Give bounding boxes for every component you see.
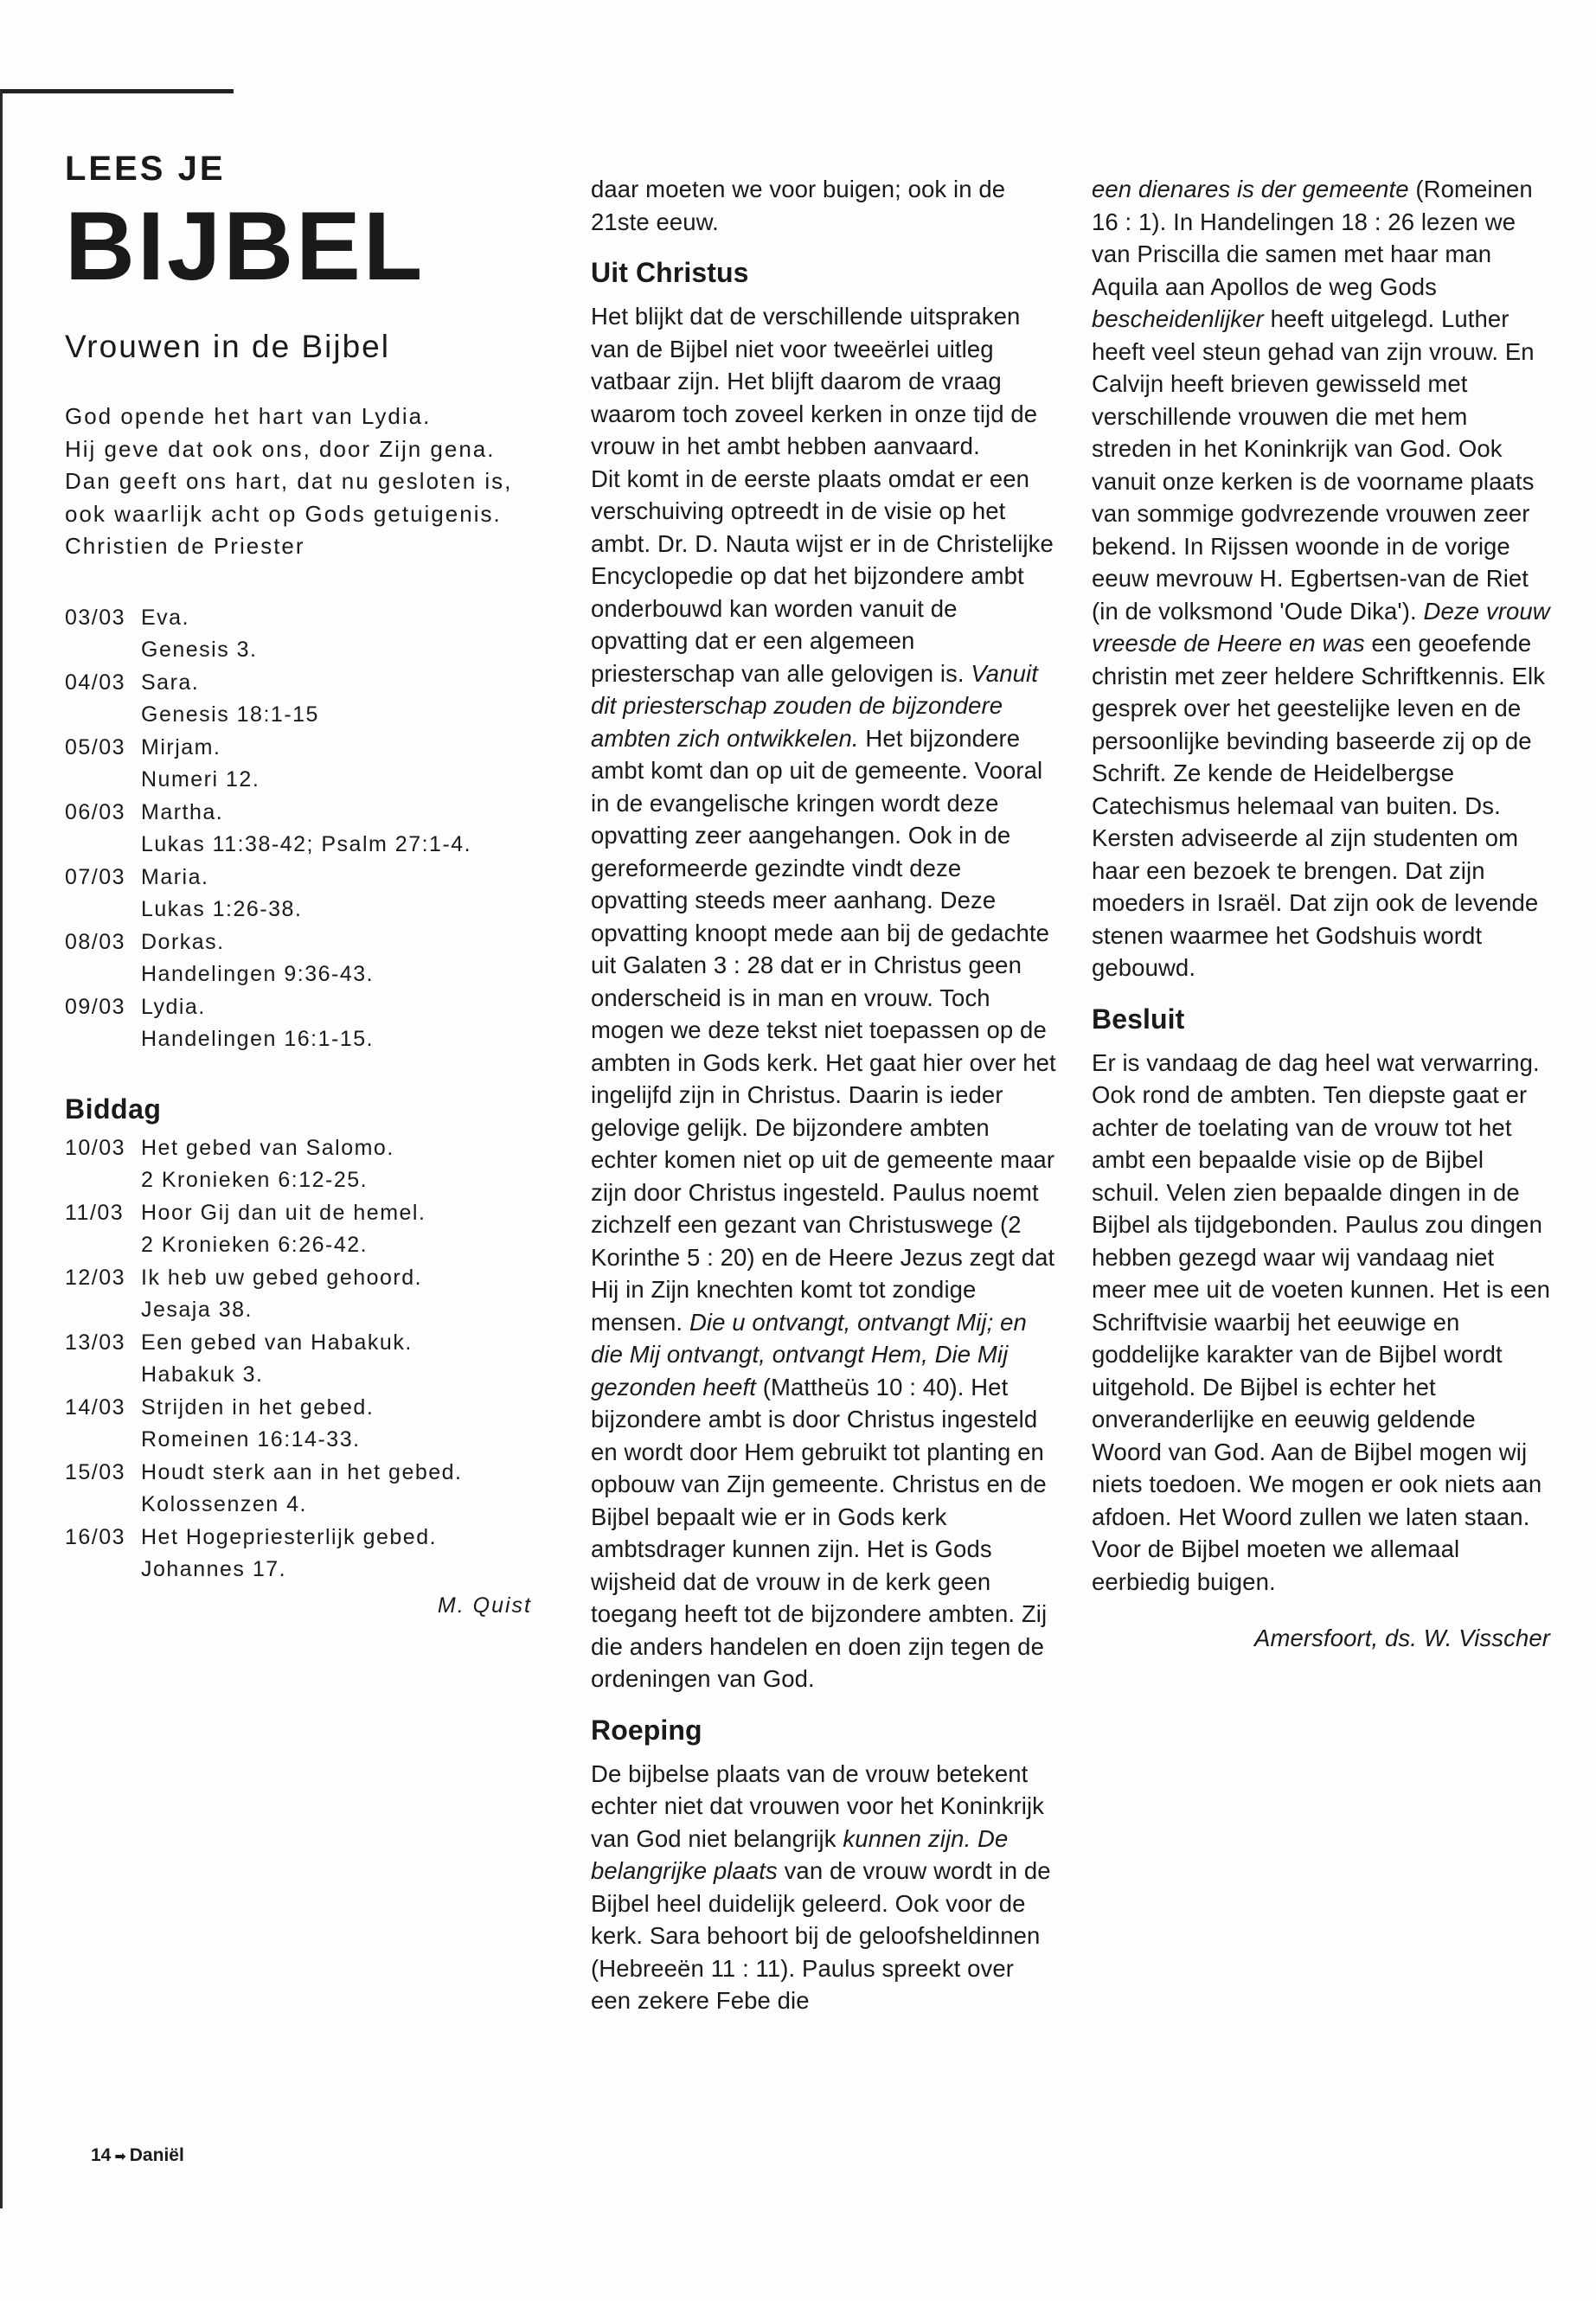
reading-name: Een gebed van Habakuk. (141, 1330, 413, 1355)
reading-ref: Lukas 11:38-42; Psalm 27:1-4. (141, 832, 472, 856)
reading-ref: Romeinen 16:14-33. (141, 1427, 361, 1452)
reading-ref: Lukas 1:26-38. (141, 897, 303, 921)
section-title: BIJBEL (65, 192, 426, 300)
reading-ref: Habakuk 3. (141, 1362, 264, 1387)
section-heading-uit-christus: Uit Christus (591, 257, 749, 288)
reading-entry (65, 862, 532, 926)
reading-name: Martha. (141, 799, 224, 824)
poem-line: God opende het hart van Lydia. (65, 403, 432, 429)
text-run: heeft uitgelegd. Luther heeft veel steun gehad van zijn vrouw. En Calvijn heeft brieven gewisseld met verschillende vrouwen die met hem streden in het Koninkrijk van God. Ook vanuit onze kerken is de voorname plaats van sommige godvrezende vrouwen zeer bekend. In Rijssen woonde in de vorige eeuw mevrouw H. Egbertsen-van de Riet (in de volksmond 'Oude Dika'). (1092, 305, 1535, 625)
top-rule (0, 89, 234, 93)
reading-ref: Genesis 18:1-15 (141, 702, 319, 727)
text-run: (Mattheüs 10 : 40). Het bijzondere ambt is door Christus ingesteld en wordt door Hem gebruikt tot planting en opbouw van Zijn gemeente. Christus en de Bijbel bepaalt wie er in Gods kerk ambtsdrager kunnen zijn. Het is Gods wijsheid dat de vrouw in de kerk geen toegang heeft tot de bijzondere ambten. Zij die anders handelen en doen zijn tegen de ordeningen van God. (591, 1373, 1048, 1692)
article-author: Amersfoort, ds. W. Visscher (1254, 1625, 1550, 1651)
reading-date: 07/03 (65, 864, 126, 889)
reading-name: Ik heb uw gebed gehoord. (141, 1265, 423, 1290)
reading-name: Eva. (141, 605, 190, 630)
reading-date: 13/03 (65, 1330, 126, 1355)
reading-list (65, 602, 532, 1621)
italic-text: kunnen zijn. De belangrijke plaats (591, 1824, 1009, 1884)
reading-date: 05/03 (65, 734, 126, 760)
reading-entry (65, 1392, 532, 1457)
reading-entry (65, 1522, 532, 1586)
page-number: 14 (91, 2145, 112, 2165)
reading-entry (65, 667, 532, 732)
section-heading-roeping: Roeping (591, 1714, 702, 1746)
magazine-name: Daniël (129, 2145, 184, 2165)
page-edge (0, 89, 3, 2208)
reading-name: Lydia. (141, 994, 206, 1019)
reading-ref: Jesaja 38. (141, 1298, 253, 1322)
reading-date: 14/03 (65, 1394, 126, 1420)
reading-ref: Kolossenzen 4. (141, 1492, 307, 1516)
reading-date: 04/03 (65, 670, 126, 695)
reading-entry (65, 1262, 532, 1327)
reading-name: Sara. (141, 670, 200, 695)
reading-list-author: M. Quist (437, 1593, 532, 1618)
reading-ref: Numeri 12. (141, 767, 260, 792)
text-run: Het bijzondere ambt komt dan op uit de gemeente. Vooral in de evangelische kringen wordt deze opvatting zeer aangehangen. Ook in de gereformeerde gezindte vindt deze opvatting steeds meer aanhang. Deze opvatting knoopt mede aan bij de gedachte uit Galaten 3 : 28 dat er in Christus geen onderscheid is in man en vrouw. Toch mogen we deze tekst niet toepassen op de ambten in Gods kerk. Het gaat hier over het ingelijfd zijn in Christus. Daarin is ieder gelovige gelijk. De bijzondere ambten echter komen niet op uit de gemeente maar zijn door Christus ingesteld. Paulus noemt zichzelf een gezant van Christuswege (2 Korinthe 5 : 20) en de Heere Jezus zegt dat Hij in Zijn knechten komt tot zondige mensen. (591, 724, 1056, 1336)
reading-entry (65, 602, 532, 667)
biddag-heading: Biddag (65, 1093, 162, 1125)
text-run: van de vrouw wordt in de Bijbel heel duidelijk geleerd. Ook voor de kerk. Sara behoort bij de geloofsheldinnen (Hebreeën 11 : 11). Paulus spreekt over een zekere Febe die (591, 1857, 1051, 2014)
reading-date: 10/03 (65, 1135, 126, 1160)
reading-entry (65, 1132, 532, 1197)
reading-entry (65, 1327, 532, 1392)
reading-ref: Genesis 3. (141, 638, 258, 662)
reading-date: 16/03 (65, 1524, 126, 1549)
reading-date: 15/03 (65, 1459, 126, 1484)
bible-quote: bescheidenlijker (1092, 305, 1264, 332)
article-paragraph (1092, 173, 1550, 984)
arrow-icon: ➡ (114, 2150, 126, 2164)
reading-ref: Handelingen 9:36-43. (141, 962, 375, 986)
text-run: Dit komt in de eerste plaats omdat er een verschuiving optreedt in de visie op het ambt. Dr. D. Nauta wijst er in de Christelijke Encyclopedie op dat het bijzondere ambt onderbouwd kan worden vanuit de opvatting dat er een algemeen priesterschap van alle gelovigen is. (591, 465, 1054, 687)
poem-line: Dan geeft ons hart, dat nu gesloten is, (65, 468, 513, 494)
reading-name: Het Hogepriesterlijk gebed. (141, 1524, 438, 1549)
section-subtitle: Vrouwen in de Bijbel (65, 329, 390, 364)
reading-name: Hoor Gij dan uit de hemel. (141, 1200, 426, 1225)
reading-entry (65, 732, 532, 797)
reading-entry (65, 797, 532, 862)
reading-ref: 2 Kronieken 6:12-25. (141, 1168, 369, 1192)
article-paragraph (591, 1758, 1058, 2017)
bible-quote: een dienares is der gemeente (1092, 176, 1409, 202)
article-column-1 (591, 173, 1058, 2017)
section-heading-besluit: Besluit (1092, 1003, 1185, 1035)
section-kicker: LEES JE (65, 150, 226, 188)
article-intro: daar moeten we voor buigen; ook in de 21ste eeuw. (591, 176, 1006, 235)
page-footer (91, 2145, 184, 2166)
text-run: De bijbelse plaats van de vrouw betekent echter niet dat vrouwen voor het Koninkrijk van God niet belangrijk (591, 1759, 1045, 1852)
reading-date: 12/03 (65, 1265, 126, 1290)
reading-entry (65, 1457, 532, 1522)
reading-date: 09/03 (65, 994, 126, 1019)
text-run: een geoefende christin met zeer heldere Schriftkennis. Elk gesprek over het geestelijke leven en de persoonlijke bevinding baseerde zij op de Schrift. Ze kende de Heidelbergse Catechismus helemaal van buiten. Ds. Kersten adviseerde al zijn studenten om haar een bezoek te brengen. Dat zijn moeders in Israël. Dat zijn ook de levende stenen waarmee het Godshuis wordt gebouwd. (1092, 630, 1546, 981)
text-run: (Romeinen 16 : 1). In Handelingen 18 : 26 lezen we van Priscilla die samen met haar man Aquila aan Apollos de weg Gods (1092, 176, 1533, 300)
reading-name: Dorkas. (141, 929, 225, 954)
italic-text: Vanuit dit priesterschap zouden de bijzondere ambten zich ontwikkelen. (591, 659, 1038, 752)
poem-author: Christien de Priester (65, 533, 305, 559)
reading-ref: Handelingen 16:1-15. (141, 1027, 375, 1051)
article-paragraph: Het blijkt dat de verschillende uitspraken van de Bijbel niet voor tweeërlei uitleg vatbaar zijn. Het blijft daarom de vraag waarom toch zoveel kerken in onze tijd de vrouw in het ambt hebben aanvaard. (591, 303, 1038, 459)
reading-date: 03/03 (65, 605, 126, 630)
poem-line: ook waarlijk acht op Gods getuigenis. (65, 500, 502, 527)
sidebar-column (65, 151, 532, 1621)
article-paragraph (591, 463, 1058, 1695)
reading-entry (65, 926, 532, 991)
reading-name: Mirjam. (141, 734, 221, 760)
italic-text: Deze vrouw vreesde de Heere en was (1092, 597, 1550, 657)
article-column-2 (1092, 173, 1550, 1655)
reading-name: Het gebed van Salomo. (141, 1135, 394, 1160)
article-paragraph: Er is vandaag de dag heel wat verwarring. Ook rond de ambten. Ten diepste gaat er achter de toelating van de vrouw tot het ambt een bepaalde visie op de Bijbel schuil. Velen zien bepaalde dingen in de Bijbel als tijdgebonden. Paulus zou dingen hebben gezegd waar wij vandaag niet meer mee uit de voeten kunnen. Het is een Schriftvisie waarbij het eeuwige en goddelijke karakter van de Bijbel wordt uitgehold. De Bijbel is echter het onveranderlijke en eeuwig geldende Woord van God. Aan de Bijbel mogen wij niets toedoen. We mogen er ook niets aan afdoen. Het Woord zullen we laten staan. Voor de Bijbel moeten we allemaal eerbiedig buigen. (1092, 1048, 1550, 1595)
reading-ref: Johannes 17. (141, 1557, 287, 1581)
reading-date: 11/03 (65, 1200, 125, 1225)
poem (65, 401, 532, 563)
bible-quote: Die u ontvangt, ontvangt Mij; en die Mij ontvangt, ontvangt Hem, Die Mij gezonden heeft (591, 1308, 1027, 1400)
reading-date: 08/03 (65, 929, 126, 954)
reading-date: 06/03 (65, 799, 126, 824)
poem-line: Hij geve dat ook ons, door Zijn gena. (65, 435, 496, 462)
reading-entry (65, 1197, 532, 1262)
reading-name: Strijden in het gebed. (141, 1394, 375, 1420)
reading-entry (65, 991, 532, 1056)
reading-name: Houdt sterk aan in het gebed. (141, 1459, 463, 1484)
reading-name: Maria. (141, 864, 209, 889)
reading-ref: 2 Kronieken 6:26-42. (141, 1233, 369, 1257)
